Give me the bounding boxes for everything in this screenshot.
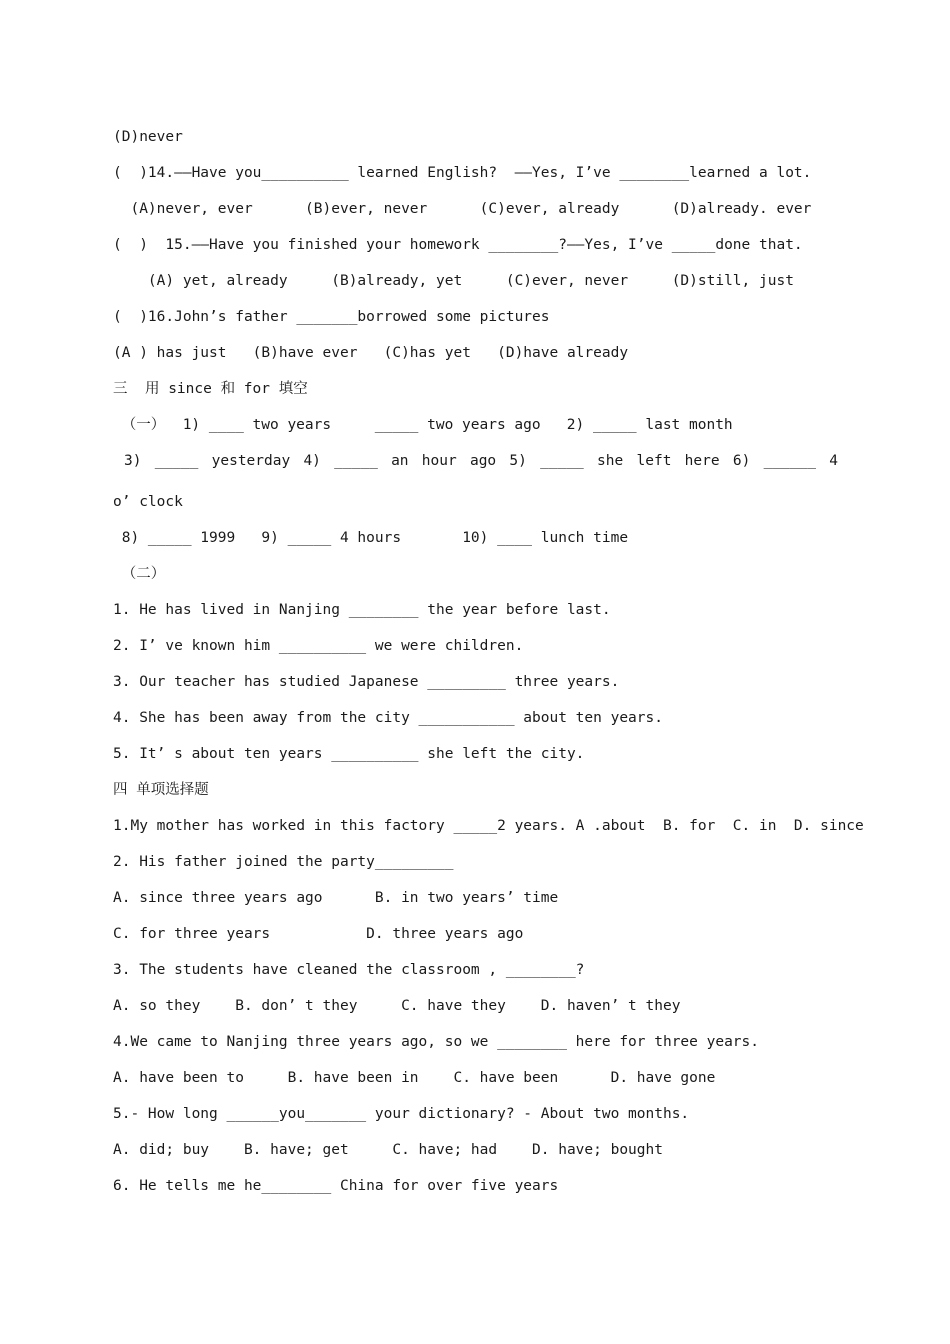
word: here (684, 453, 720, 469)
section-3-heading: 三 用 since 和 for 填空 (113, 381, 308, 397)
part-2-item-3: 3. Our teacher has studied Japanese _________ three years. (113, 674, 620, 690)
mc-question-1: 1.My mother has worked in this factory _____2 years. A .about B. for C. in D. since (113, 818, 864, 834)
blank: _____ (540, 453, 584, 469)
word: she (597, 453, 624, 469)
question-15: ( ) 15.——Have you finished your homework ________?——Yes, I’ve _____done that. (113, 237, 803, 253)
word: yesterday (211, 453, 291, 469)
mc-question-6: 6. He tells me he________ China for over five years (113, 1178, 559, 1194)
word: 4 (829, 453, 838, 469)
part-1-row-1: （一） 1) ____ two years _____ two years ago 2) _____ last month (113, 417, 733, 433)
blank: ______ (763, 453, 816, 469)
word: 3) (124, 453, 142, 469)
mc-question-2-options-a-b: A. since three years ago B. in two years’ time (113, 890, 559, 906)
part-2-item-2: 2. I’ ve known him __________ we were children. (113, 638, 524, 654)
mc-question-2: 2. His father joined the party_________ (113, 854, 454, 870)
mc-question-4-options: A. have been to B. have been in C. have been D. have gone (113, 1070, 716, 1086)
word: left (636, 453, 672, 469)
part-2-item-5: 5. It’ s about ten years __________ she left the city. (113, 746, 585, 762)
blank: _____ (154, 453, 199, 469)
word: hour (421, 453, 457, 469)
part-1-row-2-continued: o’ clock (113, 494, 183, 510)
mc-question-5: 5.- How long ______you_______ your dictionary? - About two months. (113, 1106, 690, 1122)
part-2-item-1: 1. He has lived in Nanjing ________ the year before last. (113, 602, 611, 618)
mc-question-4: 4.We came to Nanjing three years ago, so we ________ here for three years. (113, 1034, 760, 1050)
word: 6) (732, 453, 751, 469)
section-4-heading: 四 单项选择题 (113, 782, 209, 798)
question-15-options: (A) yet, already (B)already, yet (C)ever, never (D)still, just (113, 273, 794, 289)
word: ago (469, 453, 497, 469)
part-2-heading: （二） (113, 566, 166, 582)
word: 5) (509, 453, 527, 469)
word: 4) (303, 453, 321, 469)
mc-question-3: 3. The students have cleaned the classroom , ________? (113, 962, 585, 978)
part-1-row-3: 8) _____ 1999 9) _____ 4 hours 10) ____ lunch time (113, 530, 629, 546)
blank: _____ (334, 453, 378, 469)
mc-question-3-options: A. so they B. don’ t they C. have they D. haven’ t they (113, 998, 681, 1014)
part-1-row-2 (124, 451, 838, 471)
mc-question-2-options-c-d: C. for three years D. three years ago (113, 926, 524, 942)
mc-question-5-options: A. did; buy B. have; get C. have; had D. have; bought (113, 1142, 663, 1158)
question-14: ( )14.——Have you__________ learned English? ——Yes, I’ve ________learned a lot. (113, 165, 812, 181)
question-16: ( )16.John’s father _______borrowed some pictures (113, 309, 550, 325)
part-2-item-4: 4. She has been away from the city ___________ about ten years. (113, 710, 663, 726)
question-16-options: (A ) has just (B)have ever (C)has yet (D)have already (113, 345, 629, 361)
question-14-options: (A)never, ever (B)ever, never (C)ever, already (D)already. ever (113, 201, 812, 217)
word: an (391, 453, 409, 469)
text-line: (D)never (113, 129, 183, 145)
